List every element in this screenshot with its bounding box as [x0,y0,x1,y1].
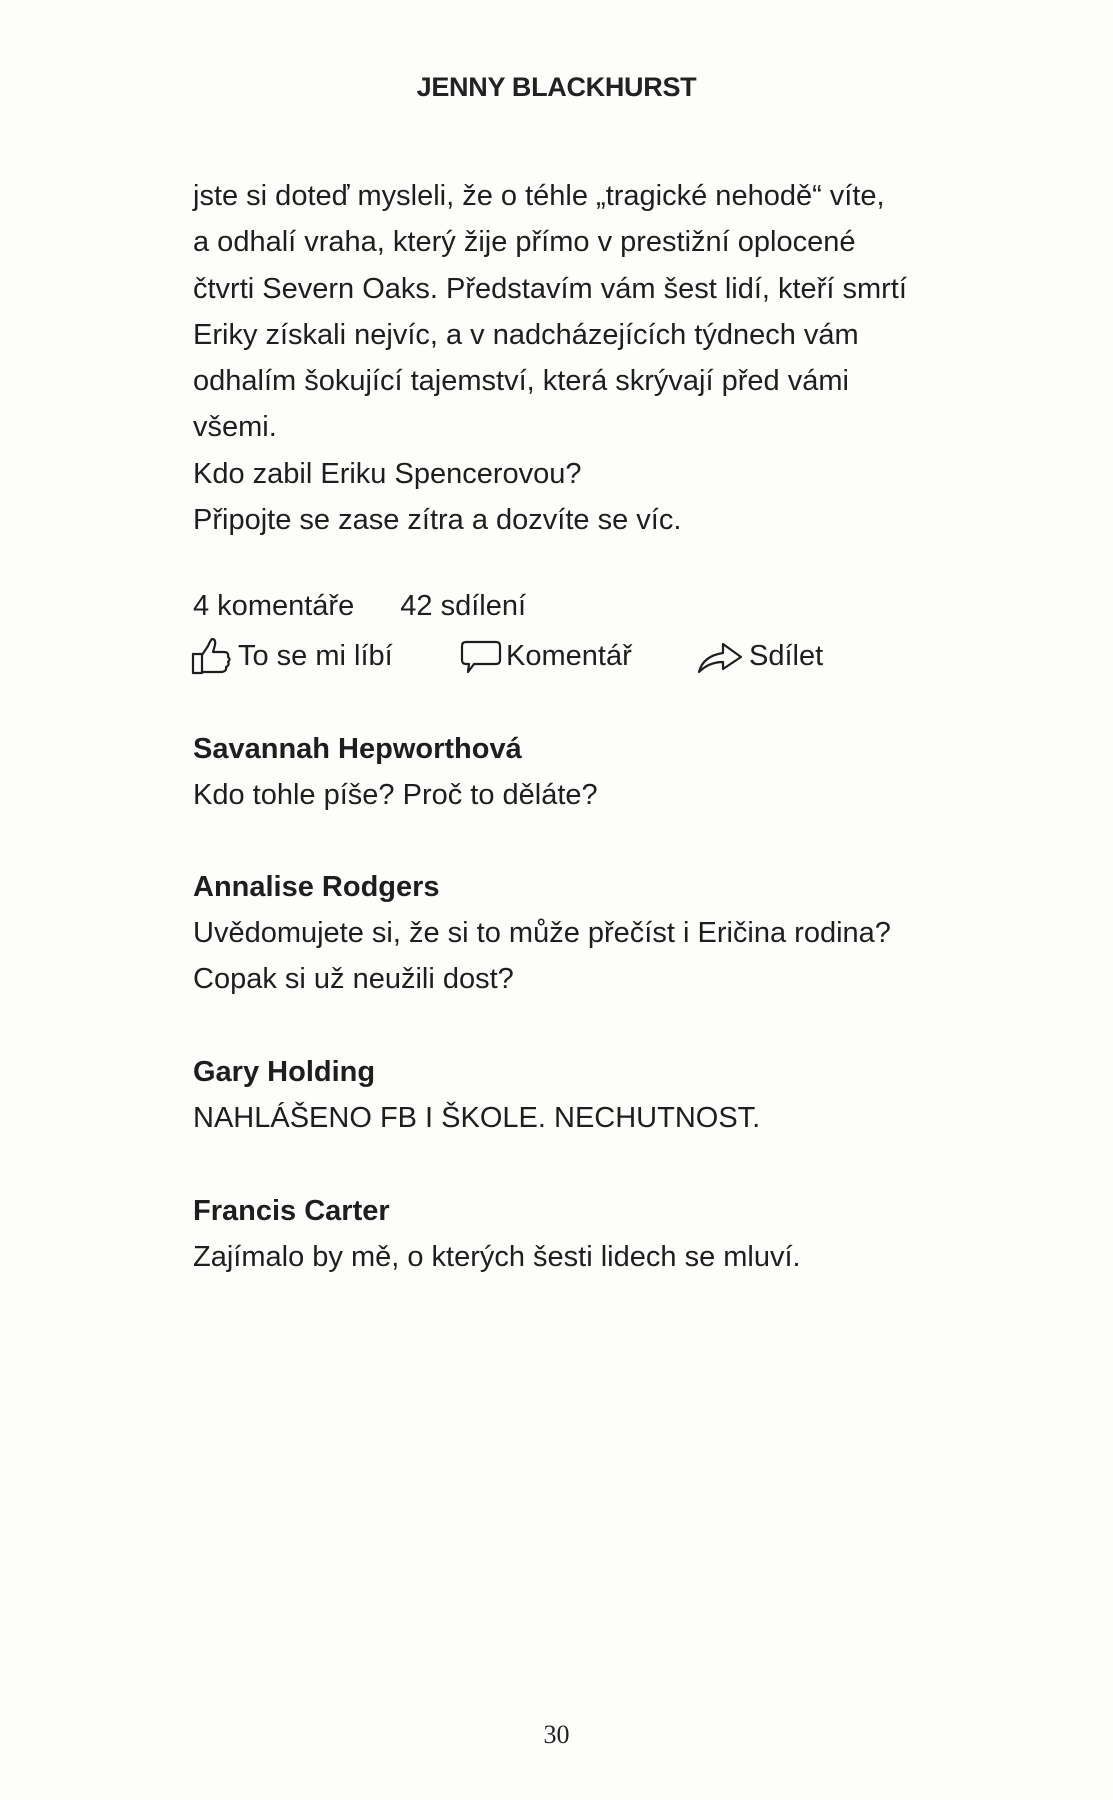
comment-item [193,1049,760,1141]
post-line: jste si doteď mysleli, že o téhle „tragické nehodě“ víte, [193,180,885,212]
post-line: čtvrti Severn Oaks. Představím vám šest lidí, kteří smrtí [193,272,907,305]
post-line: všemi. [193,411,277,444]
comment-author[interactable]: Gary Holding [193,1056,376,1088]
like-button[interactable] [190,636,393,676]
speech-bubble-icon [458,636,502,676]
post-line: Eriky získali nejvíc, a v nadcházejících týdnech vám [193,318,859,351]
post-line: Připojte se zase zítra a dozvíte se víc. [193,504,682,537]
comment-label: Komentář [506,639,632,672]
post-line: a odhalí vraha, který žije přímo v prestižní oplocené [193,226,856,259]
post-line: odhalím šokující tajemství, která skrývají před vámi [193,365,849,398]
comment-line: Uvědomujete si, že si to může přečíst i Eričina rodina? [193,917,891,949]
comment-author[interactable]: Annalise Rodgers [193,871,440,903]
comment-line: Zajímalo by mě, o kterých šesti lidech se mluví. [193,1241,801,1273]
like-label: To se mi líbí [238,639,393,672]
post-stats [193,590,526,623]
post-text [193,173,993,543]
comment-text [193,910,891,1002]
comment-author[interactable]: Savannah Hepworthová [193,733,522,765]
comment-line: Copak si už neužili dost? [193,963,514,995]
page-number: 30 [543,1720,570,1749]
comment-text [193,1234,801,1280]
post-line: Kdo zabil Eriku Spencerovou? [193,457,582,490]
comment-line: NAHLÁŠENO FB I ŠKOLE. NECHUTNOST. [193,1102,761,1134]
comment-item [193,864,891,1002]
thumbs-up-icon [190,636,234,676]
comment-text [193,1095,760,1141]
comment-author[interactable]: Francis Carter [193,1195,390,1227]
comment-item [193,726,598,818]
share-count[interactable]: 42 sdílení [400,590,527,622]
share-label: Sdílet [749,639,824,672]
share-button[interactable] [695,636,823,676]
share-arrow-icon [695,636,745,676]
comment-button[interactable] [458,636,632,676]
running-header: JENNY BLACKHURST [416,72,697,102]
comment-text [193,772,598,818]
comment-line: Kdo tohle píše? Proč to děláte? [193,779,598,811]
comment-count[interactable]: 4 komentáře [193,590,355,622]
comment-item [193,1188,801,1280]
